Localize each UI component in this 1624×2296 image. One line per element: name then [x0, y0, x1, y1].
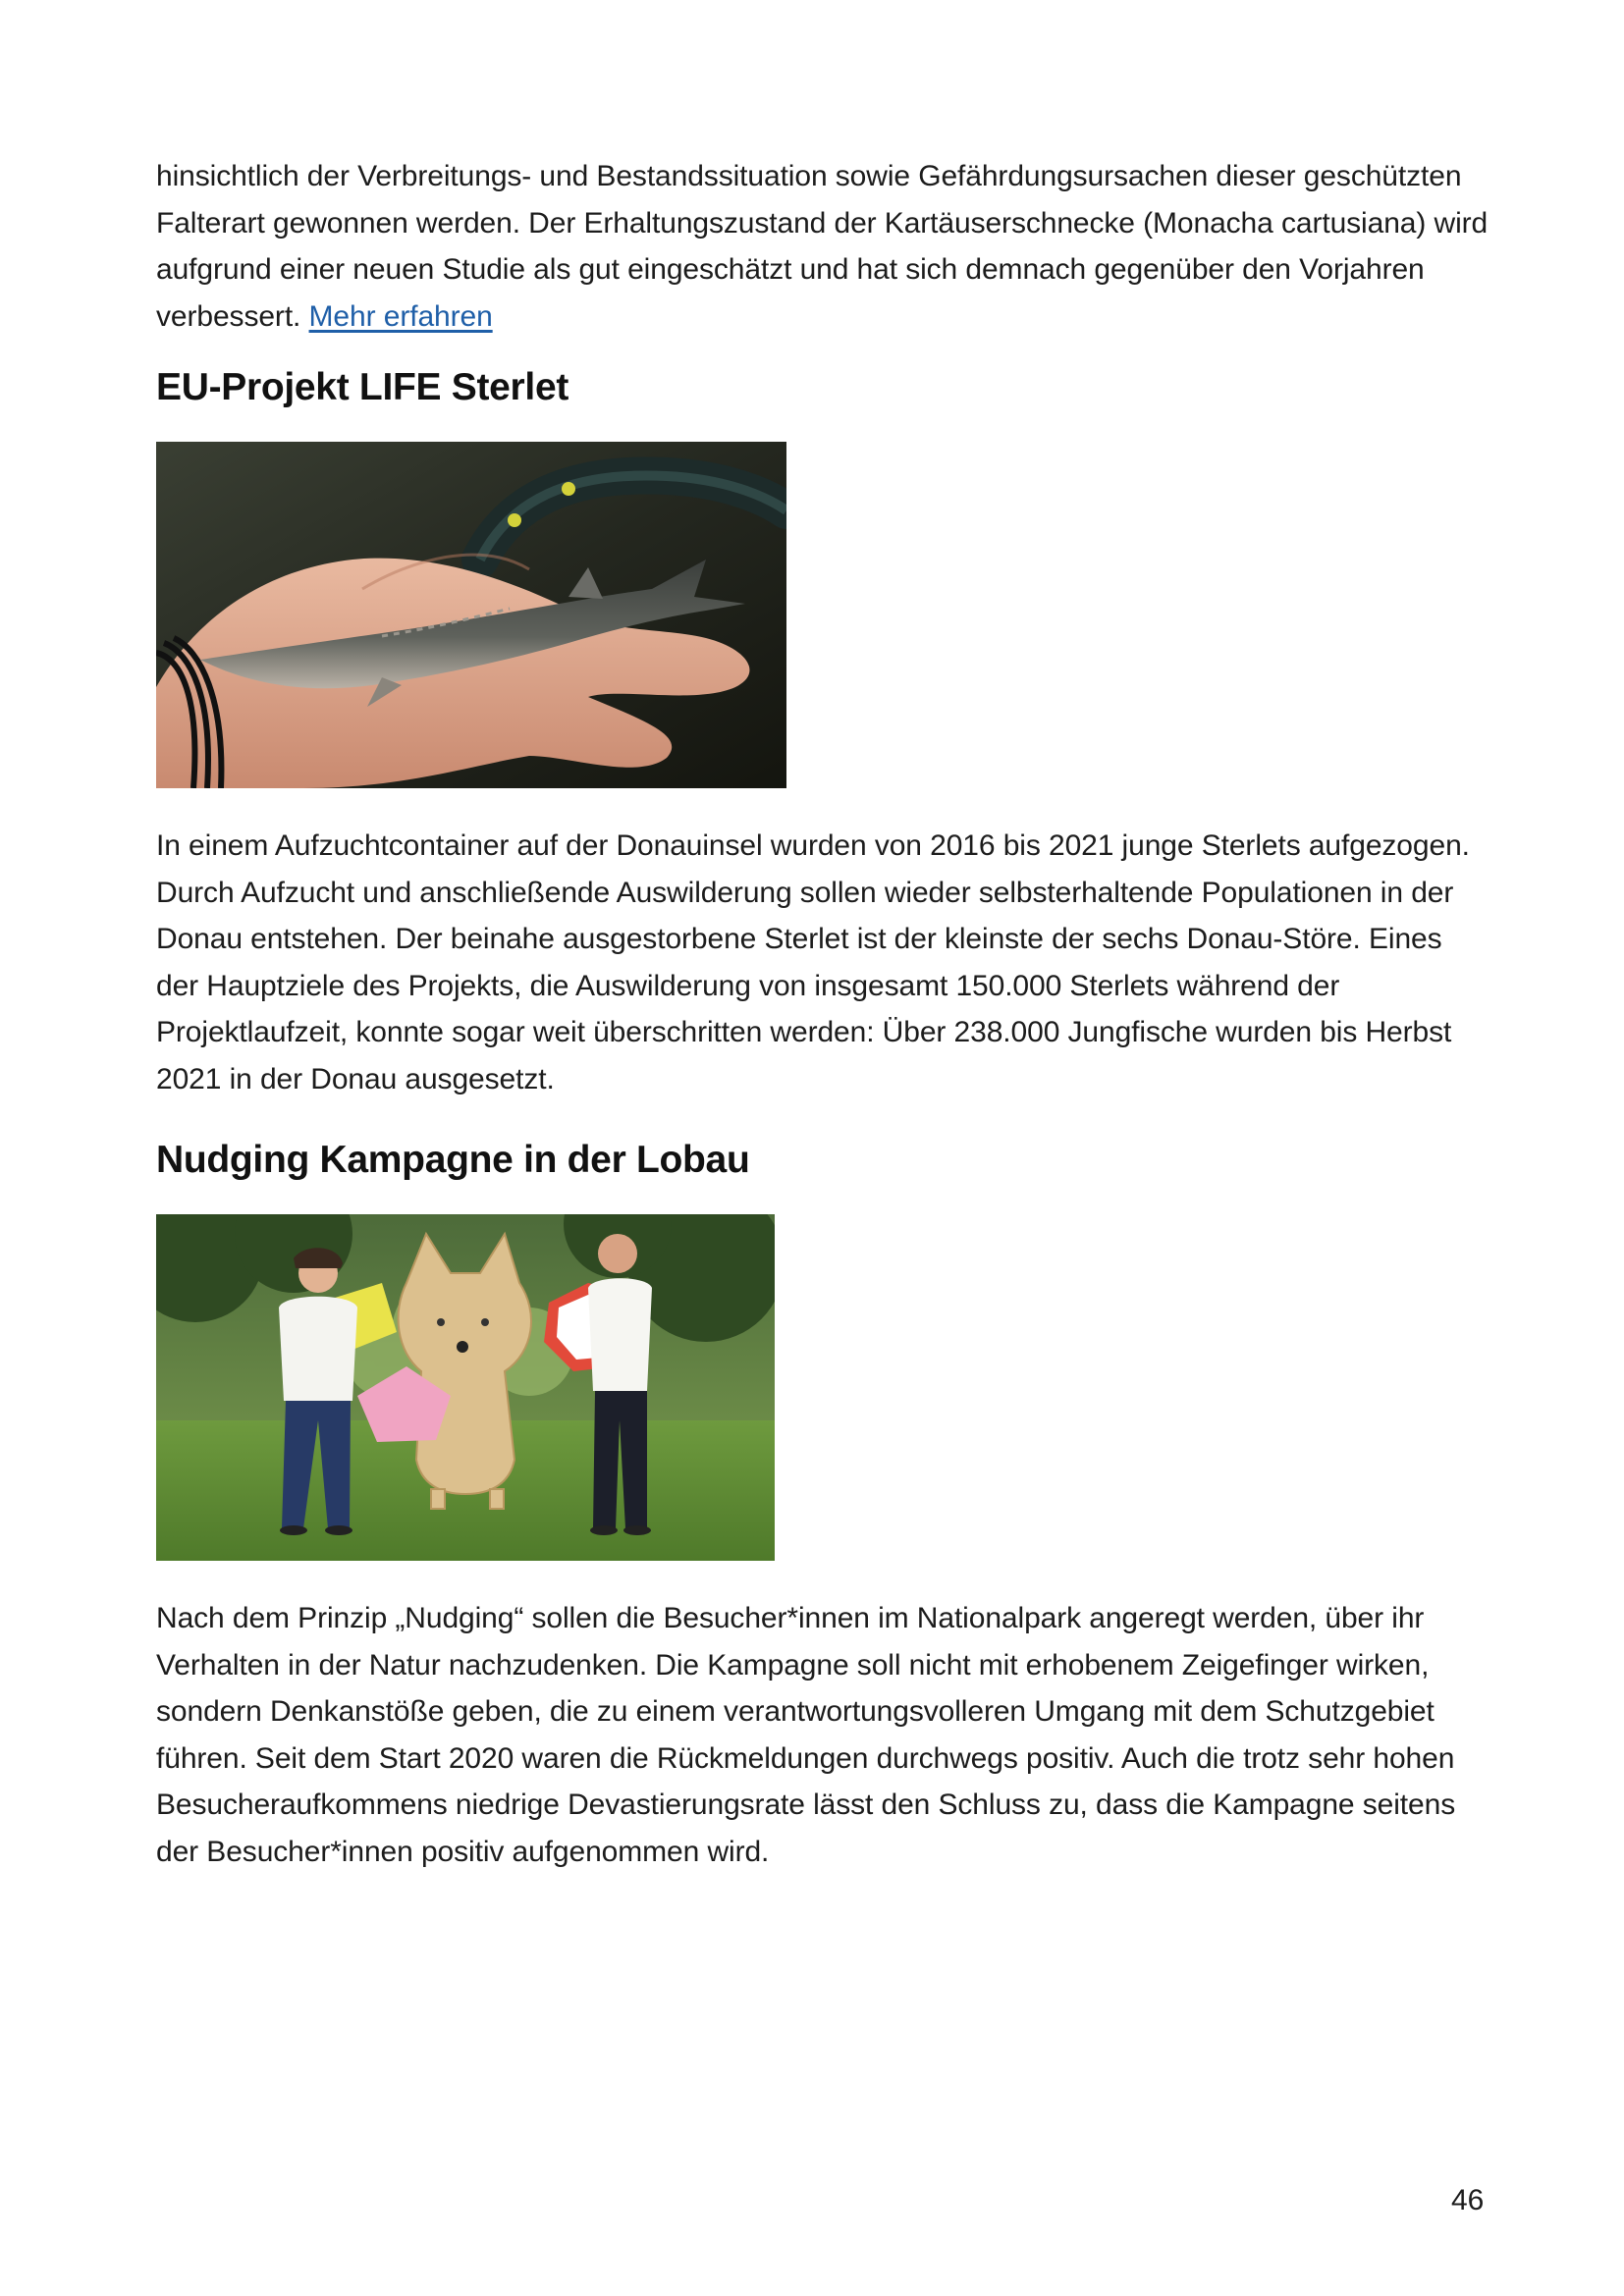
intro-paragraph-text: hinsichtlich der Verbreitungs- und Bestandssituation sowie Gefährdungsursachen dieser geschützten Falterart gewonnen werden. Der Erhaltungszustand der Kartäuserschnecke (Monacha cartusiana) wird aufgrund einer neuen Studie als gut eingeschätzt und hat sich demnach gegenüber den Vorjahren verbessert.: [156, 160, 1489, 333]
intro-paragraph: [156, 153, 1491, 340]
nudging-paragraph: Nach dem Prinzip „Nudging“ sollen die Besucher*innen im Nationalpark angeregt werden, über ihr Verhalten in der Natur nachzudenken. Die Kampagne soll nicht mit erhobenem Zeigefinger wirken, sondern Denkanstöße geben, die zu einem verantwortungsvolleren Umgang mit dem Schutzgebiet führen. Seit dem Start 2020 waren die Rückmeldungen durchwegs positiv. Auch die trotz sehr hohen Besucheraufkommens niedrige Devastierungsrate lässt den Schluss zu, dass die Kampagne seitens der Besucher*innen positiv aufgenommen wird.: [156, 1602, 1456, 1868]
section-heading-sterlet: EU-Projekt LIFE Sterlet: [156, 366, 569, 408]
section-heading-nudging: Nudging Kampagne in der Lobau: [156, 1139, 750, 1181]
nudging-campaign-photo: [156, 1214, 775, 1561]
page-number: 46: [1451, 2184, 1485, 2216]
sterlet-photo: [156, 442, 786, 788]
sterlet-paragraph: In einem Aufzuchtcontainer auf der Donauinsel wurden von 2016 bis 2021 junge Sterlets aufgezogen. Durch Aufzucht und anschließende Auswilderung sollen wieder selbsterhaltende Populationen in der Donau entstehen. Der beinahe ausgestorbene Sterlet ist der kleinste der sechs Donau-Störe. Eines der Hauptziele des Projekts, die Auswilderung von insgesamt 150.000 Sterlets während der Projektlaufzeit, konnte sogar weit überschritten werden: Über 238.000 Jungfische wurden bis Herbst 2021 in der Donau ausgesetzt.: [156, 829, 1470, 1095]
more-info-link[interactable]: Mehr erfahren: [308, 299, 493, 333]
